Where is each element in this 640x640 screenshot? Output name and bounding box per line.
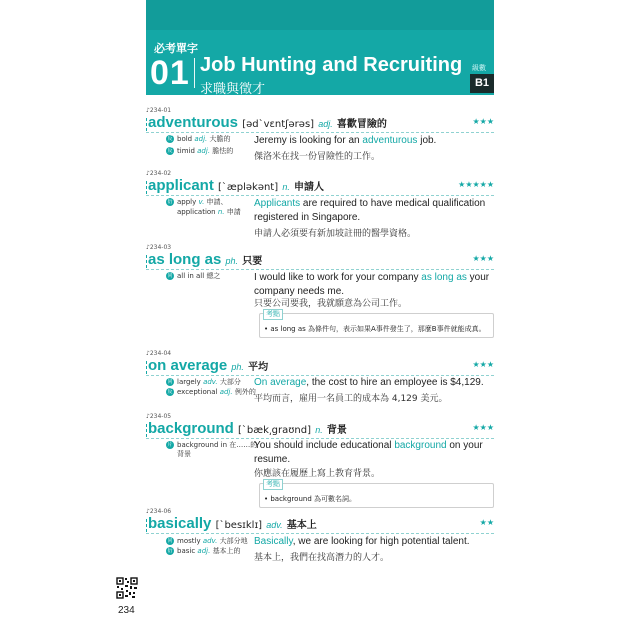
header-divider	[194, 58, 195, 88]
related-word-pos: adj.	[197, 547, 211, 555]
exam-note-text: • as long as 為條件句，表示如果A事件發生了，那麼B事件就能成真。	[264, 325, 486, 333]
entry-word: background	[148, 420, 234, 437]
chapter-number: 01	[150, 54, 190, 92]
sentence-translation: 你應該在履歷上寫上教育背景。	[254, 469, 381, 479]
sentence-highlight: On average	[254, 377, 307, 388]
related-word-pos: adv.	[202, 537, 218, 545]
related-word	[166, 386, 256, 398]
exam-note-text: • background 為可數名詞。	[264, 495, 356, 503]
related-word-text: timid	[177, 147, 195, 155]
related-word-text: application	[177, 208, 216, 216]
entry-word-line	[148, 177, 324, 194]
derivative-badge: 衍	[167, 548, 173, 554]
related-word-text: exceptional	[177, 388, 218, 396]
example-sentence	[254, 271, 494, 299]
related-word	[177, 206, 241, 218]
related-word-pos: adj.	[219, 388, 233, 396]
frequency-stars: ★★★	[472, 254, 494, 263]
synonym-badge: 同	[167, 379, 173, 385]
example-sentence	[254, 376, 494, 390]
entry-word-line	[148, 515, 317, 532]
entry-word: basically	[148, 515, 212, 532]
sentence-translation: 傑洛米在找一份冒險性的工作。	[254, 152, 381, 162]
entry-phonetic: [`besɪklɪ]	[215, 520, 263, 531]
entry-word-line	[148, 251, 262, 268]
sentence-translation: 基本上，我們在找高潛力的人才。	[254, 553, 390, 563]
sentence-translation: 平均而言，雇用一名員工的成本為 4,129 美元。	[254, 394, 448, 404]
related-word	[166, 545, 241, 557]
sentence-text: , the cost to hire an employee is $4,129.	[306, 377, 484, 388]
entry-headline	[146, 421, 494, 439]
sentence-text: on your resume.	[254, 440, 483, 465]
entry-word: on average	[148, 357, 228, 374]
related-word-text: largely	[177, 378, 201, 386]
entry-phonetic: [əd`vɛntʃərəs]	[242, 119, 315, 130]
exam-note	[259, 480, 494, 508]
qr-code-icon[interactable]	[116, 577, 138, 599]
sentence-text: your company needs me.	[254, 272, 490, 297]
entry-pos: n.	[282, 182, 290, 192]
related-word-pos: n.	[217, 208, 225, 216]
example-sentence	[254, 197, 494, 225]
chapter-title: Job Hunting and Recruiting	[200, 54, 463, 76]
example-sentence	[254, 134, 494, 148]
sentence-text: You should include educational	[254, 440, 395, 451]
audio-track-icon[interactable]: ♪234-02	[146, 170, 172, 177]
entry-word-line	[148, 114, 387, 131]
entry-pos: adv.	[266, 520, 283, 530]
entry-word: as long as	[148, 251, 222, 268]
related-word-meaning: 申請	[226, 208, 241, 216]
related-word-pos: v.	[198, 198, 205, 206]
entry-pos: ph.	[225, 256, 239, 266]
entry-word: adventurous	[148, 114, 239, 131]
entry-word: applicant	[148, 177, 214, 194]
sentence-text: job.	[417, 135, 437, 146]
entry-word-line	[148, 420, 347, 437]
chapter-header	[146, 0, 494, 95]
entry-pos: ph.	[231, 362, 244, 372]
sentence-highlight: adventurous	[362, 135, 418, 146]
sentence-text: , we are looking for high potential talent.	[292, 536, 470, 547]
header-top-strip	[146, 0, 494, 30]
related-word-meaning: 膽怯的	[212, 147, 234, 155]
synonym-badge: 同	[167, 273, 173, 279]
level-label: 級數	[472, 64, 486, 72]
related-word-text: all in all	[177, 272, 205, 280]
entry-meaning: 喜歡冒險的	[336, 119, 387, 130]
entry-headline	[146, 358, 494, 376]
audio-track-icon[interactable]: ♪234-06	[146, 508, 172, 515]
entry-phonetic: [`bæk͵graʊnd]	[238, 425, 312, 436]
exam-note-tag: 考點	[263, 309, 283, 320]
headline-divider	[146, 533, 494, 534]
sentence-text: Jeremy is looking for an	[254, 135, 363, 146]
entry-meaning: 基本上	[286, 520, 317, 531]
sentence-text: are required to have medical qualification registered in Singapore.	[254, 198, 486, 223]
antonym-badge: 反	[167, 389, 173, 395]
synonym-badge: 同	[167, 538, 173, 544]
entry-meaning: 只要	[242, 256, 263, 267]
related-word-meaning: 大膽的	[209, 135, 231, 143]
level-badge: B1	[470, 74, 494, 93]
example-sentence	[254, 439, 494, 467]
audio-track-icon[interactable]: ♪234-04	[146, 350, 172, 357]
related-word-text: apply	[177, 198, 197, 206]
frequency-stars: ★★★	[472, 423, 494, 432]
entry-meaning: 背景	[326, 425, 347, 436]
phrase-badge: 片	[167, 442, 173, 448]
frequency-stars: ★★★	[472, 117, 494, 126]
audio-track-icon[interactable]: ♪234-05	[146, 413, 172, 420]
entry-word-line	[148, 357, 268, 374]
related-word-meaning: 總之	[206, 272, 221, 280]
related-word-meaning: 大部分	[219, 378, 241, 386]
related-word-pos: adj.	[194, 135, 208, 143]
related-word	[177, 448, 191, 460]
frequency-stars: ★★★	[472, 360, 494, 369]
audio-track-icon[interactable]: ♪234-01	[146, 107, 172, 114]
related-word-text: bold	[177, 135, 193, 143]
related-word-meaning: 背景	[177, 450, 191, 458]
related-word-meaning: 基本上的	[212, 547, 241, 555]
audio-track-icon[interactable]: ♪234-03	[146, 244, 172, 251]
entry-headline	[146, 115, 494, 133]
sentence-highlight: as long as	[421, 272, 467, 283]
related-word-meaning: 例外的	[234, 388, 256, 396]
derivative-badge: 衍	[167, 199, 173, 205]
chapter-label: 必考單字	[154, 42, 198, 55]
related-word-text: basic	[177, 547, 196, 555]
frequency-stars: ★★★★★	[458, 180, 494, 189]
entry-pos: n.	[315, 425, 323, 435]
sentence-text: I would like to work for your company	[254, 272, 422, 283]
sentence-highlight: background	[394, 440, 447, 451]
exam-note-tag: 考點	[263, 479, 283, 490]
page-number: 234	[118, 605, 135, 616]
sentence-highlight: Applicants	[254, 198, 301, 209]
related-word	[166, 145, 233, 157]
entry-pos: adj.	[318, 119, 333, 129]
chapter-subtitle: 求職與徵才	[200, 82, 266, 97]
exam-note	[259, 310, 494, 338]
entry-meaning: 平均	[248, 362, 269, 373]
sentence-translation: 申請人必須要有新加坡註冊的醫學資格。	[254, 229, 417, 239]
related-word-text: mostly	[177, 537, 201, 545]
frequency-stars: ★★	[479, 518, 494, 527]
related-word-pos: adj.	[197, 147, 211, 155]
entry-phonetic: [`æpləkənt]	[218, 182, 279, 193]
related-word-pos: adv.	[203, 378, 218, 386]
entry-headline	[146, 252, 494, 270]
related-word-text: background in	[177, 441, 228, 449]
example-sentence	[254, 535, 494, 549]
related-word-meaning: 大部分地	[219, 537, 248, 545]
related-word	[166, 270, 220, 282]
related-word-meaning: 在……的	[229, 441, 258, 449]
related-word	[166, 133, 231, 145]
sentence-highlight: Basically	[254, 536, 293, 547]
antonym-badge: 反	[167, 148, 173, 154]
entry-meaning: 申請人	[294, 182, 324, 193]
entry-headline	[146, 516, 494, 534]
related-word-meaning: 申請、	[206, 198, 228, 206]
antonym-badge: 反	[167, 136, 173, 142]
sentence-translation: 只要公司要我，我就願意為公司工作。	[254, 299, 408, 309]
entry-headline	[146, 178, 494, 196]
